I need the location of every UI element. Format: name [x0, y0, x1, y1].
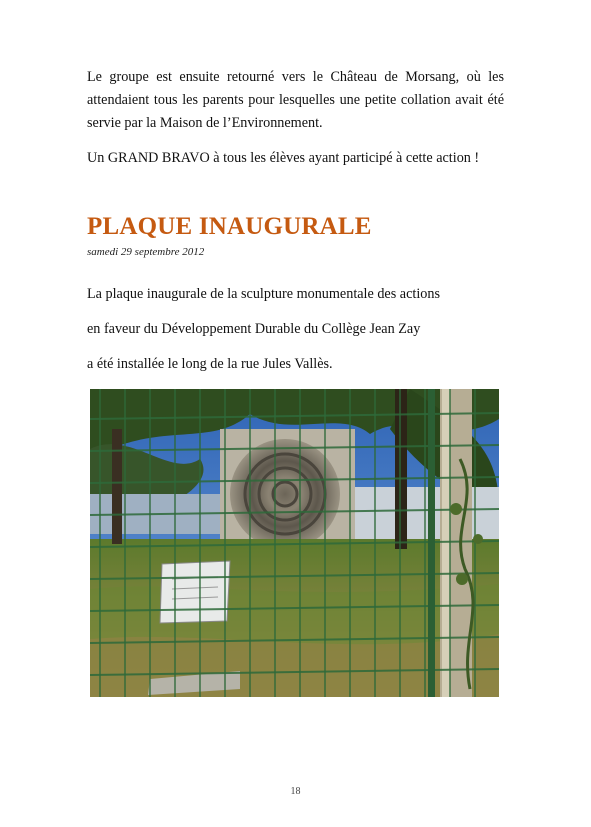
body-line-1: La plaque inaugurale de la sculpture monumentale des actions — [87, 286, 440, 302]
section-title: PLAQUE INAUGURALE — [87, 213, 372, 240]
page-number: 18 — [290, 786, 301, 797]
plaque-photo-illustration — [90, 389, 499, 697]
paragraph-bravo: Un GRAND BRAVO à tous les élèves ayant participé à cette action ! — [87, 150, 480, 166]
body-line-3: a été installée le long de la rue Jules Vallès. — [87, 356, 333, 372]
paragraph-return-to-chateau: Le groupe est ensuite retourné vers le Château de Morsang, où les attendaient tous les parents pour lesquelles une petite collation avait été servie par la Maison de l’Environnement. — [87, 69, 504, 131]
body-line-2: en faveur du Développement Durable du Collège Jean Zay — [87, 321, 421, 337]
section-date: samedi 29 septembre 2012 — [87, 246, 205, 258]
plaque-photo — [90, 389, 499, 697]
